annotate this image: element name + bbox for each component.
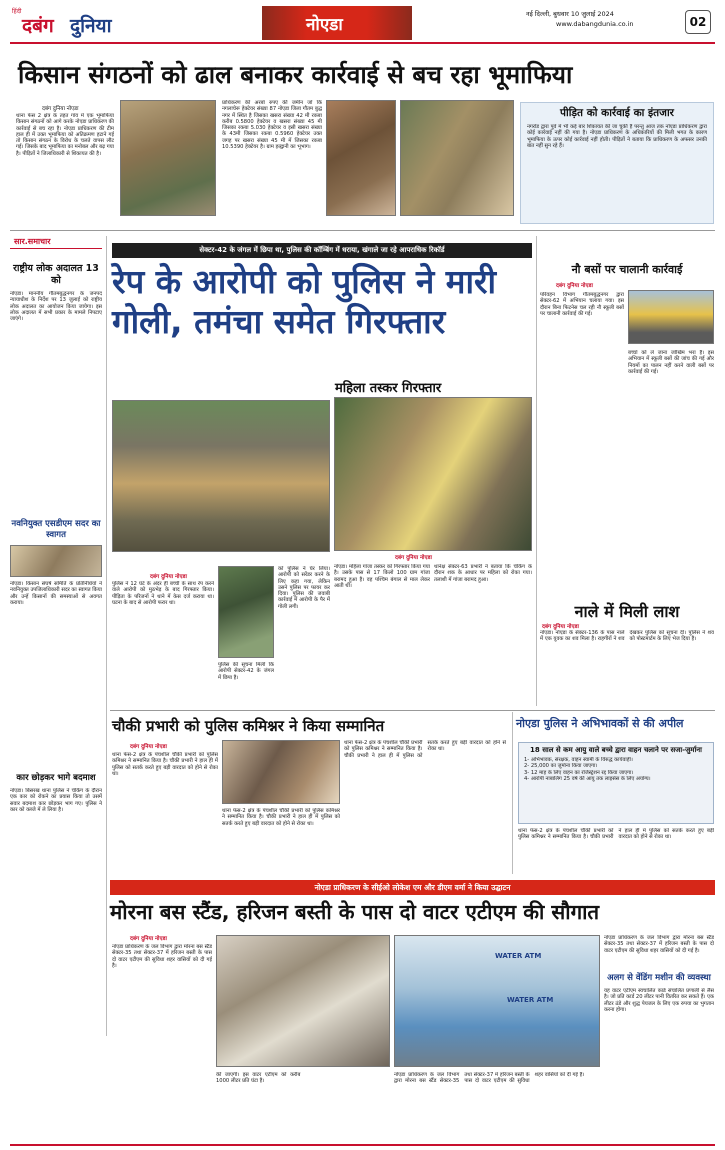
rape-text-1: पुलिस ने 12 घंटे के अंदर ही बच्ची के साथ रेप करने वाले आरोपी को मुठभेड़ के बाद गिरफ्तार किया। पीड़िता के परिजनों ने थाने में केस दर्ज कराया था। घटना के बाद से आरोपी फरार था। (112, 581, 214, 606)
body-headline: नाले में मिली लाश (574, 602, 680, 621)
mora-side-title: अलग से वेंडिंग मशीन की व्यवस्था (607, 973, 711, 983)
sidebar-item-title-3: कार छोड़कर भागे बदमाश (16, 773, 96, 783)
mora-side-text: यह वाटर एटीएम स्वचालित कार्ड संचालित प्रणाली से लैस है। जो प्रति कार्ड 20 लीटर पानी वितरित कर सकते हैं। एक लीटर ठंडे और शुद्ध पेयजल के लिए एक रुपया का भुगतान करना होगा। (604, 988, 714, 1013)
rape-photo-caption: पुलिस की सूचना मिली कि आरोपी सेक्टर-42 के जंगल में छिपा है। (218, 662, 274, 681)
masthead (0, 0, 725, 44)
mora-side (604, 935, 714, 1140)
appeal-point-2: 2- 25,000 का जुर्माना किया जाएगा। (524, 763, 598, 770)
lead-dateline: दबंग दुनिया नोएडा (42, 106, 79, 112)
logo-sub: दुनिया (70, 15, 112, 37)
mora-dateline: दबंग दुनिया नोएडा (130, 936, 167, 942)
smuggler-title: महिला तस्कर गिरफ्तार (335, 381, 442, 396)
appeal-point-4: 4- आरोपी नाबालिग 25 वर्ष की आयु तक लाइसेंस के लिए अयोग्य। (524, 775, 651, 782)
mora-text-bottom: की जाएगी। इस वाटर एटीएम को करीब 1000 लीटर प्रति घंटा है। (216, 1072, 301, 1085)
appeal-box-title: 18 साल से कम आयु वाले बच्चे द्वारा वाहन चलाने पर सजा-जुर्माना (530, 746, 702, 754)
lead-photo-3 (400, 100, 514, 216)
sidebar (10, 236, 102, 1036)
mora-photo-atm (394, 935, 600, 1067)
lead-box-title: पीड़ित को कार्रवाई का इंतजार (560, 107, 674, 119)
rape-dateline: दबंग दुनिया नोएडा (150, 574, 187, 580)
body-text: नोएडा। नोएडा के सेक्टर-136 के पास नाले में एक युवक का शव मिला है। राहगीरों ने शव देखकर पुलिस को सूचना दी। पुलिस ने शव को पोस्टमार्टम के लिए भेज दिया है। (540, 630, 714, 643)
page-number-text: 02 (689, 15, 707, 29)
chowki-text: थाना फेस-2 क्षेत्र के पंचशील चौकी प्रभारी को पुलिस कमिश्नर ने सम्मानित किया है। चौकी प्रभारी ने हाल ही में पुलिस को सतर्क करते हुए बड़ी वारदात को होने से रोका था। (112, 752, 218, 777)
rape-photo-injured (218, 566, 274, 658)
lead-rule (10, 230, 715, 231)
masthead-rule (10, 42, 715, 44)
buses-photo (628, 290, 714, 344)
lead-headline: किसान संगठनों को ढाल बनाकर कार्रवाई से बच रहा भूमाफिया (18, 60, 573, 89)
rape-kicker: सेक्टर-42 के जंगल में छिपा था, पुलिस की कॉम्बिंग में धराया, खंगाले जा रहे आपराधिक रिकॉर्ड (112, 243, 532, 258)
sidebar-item-title-1: राष्ट्रीय लोक अदालत 13 को (13, 263, 99, 286)
buses-dateline: दबंग दुनिया नोएडा (556, 283, 593, 289)
sidebar-photo (10, 545, 102, 577)
lead-photo-1 (120, 100, 216, 216)
smuggler-text-1: नोएडा। महिला गांजा तस्कर को गिरफ्तार किया गया है। उसके पास से 17 किलो 100 ग्राम गांजा बरामद हुआ है। वह पश्चिम बंगाल से माल लेकर आती थी। (334, 564, 430, 589)
atm-label-2: WATER ATM (507, 996, 554, 1004)
appeal-point-1: 1- अभिभावक, संरक्षक, वाहन स्वामी के विरुद्ध कार्यवाही। (524, 757, 633, 763)
appeal-point-3: 3- 12 माह के लिए वाहन का रजिस्ट्रेशन रद्द किया जाएगा। (524, 769, 634, 776)
appeal-text: थाना फेस-2 क्षेत्र के पंचशील चौकी प्रभारी को पुलिस कमिश्नर ने सम्मानित किया है। चौकी प्रभारी ने हाल ही में पुलिस को सतर्क करते हुए बड़ी वारदात को होने से रोका था। (518, 828, 714, 841)
smuggler-dateline: दबंग दुनिया नोएडा (395, 555, 432, 561)
sidebar-item-text-3: नोएडा। बिसरख थाना पुलिस ने चेकिंग के दौरान एक कार को रोकने का प्रयास किया तो उसमें सवार बदमाश कार छोड़कर भाग गए। पुलिस ने कार को कब्जे में ले लिया है। (10, 788, 102, 813)
page-number (685, 10, 711, 34)
center-right-divider (536, 236, 537, 706)
chowki-text-3: थाना फेस-2 क्षेत्र के पंचशील चौकी प्रभारी को पुलिस कमिश्नर ने सम्मानित किया है। चौकी प्रभारी ने हाल ही में पुलिस को सतर्क करते हुए बड़ी वारदात को होने से रोका था। (344, 740, 506, 759)
smuggler-photo (334, 397, 532, 551)
section-title: नोएडा (306, 15, 343, 35)
appeal-headline: नोएडा पुलिस ने अभिभावकों से की अपील (516, 717, 684, 730)
mora-kicker: नोएडा प्राधिकरण के सीईओ लोकेश एम और डीएम वर्मा ने किया उद्घाटन (110, 880, 715, 895)
mora-text: नोएडा प्राधिकरण के जल विभाग द्वारा मोरना बस स्टैंड सेक्टर-35 तथा सेक्टर-37 में हरिजन बस्ती के पास दो वाटर एटीएम की सुविधा शहर वासियों को दी गई है। (112, 944, 212, 969)
sidebar-item-text-1: नोएडा। माननीय गौतमबुद्धनगर के जनपद न्यायाधीश के निर्देश पर 13 जुलाई को राष्ट्रीय लोक अदालत का आयोजन किया जायेगा। इस लोक अदालत में सभी प्रकार के मामले निपटाए जाएंगे। (10, 291, 102, 323)
rape-text-2: को पुलिस ने घेर लिया। आरोपी को सरेंडर करने के लिए कहा गया, लेकिन उसने पुलिस पर फायर कर दिया। पुलिस की जवाबी कार्रवाई में आरोपी के पैर में गोली लगी। (278, 566, 330, 610)
appeal-box (518, 742, 714, 824)
logo-tag: हिंदी (12, 8, 22, 15)
buses-text-2: बच्चों को ले जाना जोखिम भरा है। इस अभियान में स्कूली बसों की जांच की गई और नियमों का पालन नहीं करने वाली बसों पर कार्रवाई की गई। (628, 350, 714, 375)
logo-main: दबंग (22, 15, 54, 37)
mora-headline: मोरना बस स्टैंड, हरिजन बस्ती के पास दो वाटर एटीएम की सौगात (110, 900, 600, 924)
masthead-website: www.dabangdunia.co.in (556, 20, 634, 28)
mid-rule (110, 710, 715, 711)
chowki-divider (512, 712, 513, 874)
lead-col1: थाना फेस 2 क्षेत्र के तहत गांव में एक भूमाफिया किसान संगठनों को आगे करके नोएडा प्राधिकरण की कार्रवाई से बच रहा है। नोएडा प्राधिकरण की टीम हाल ही में उक्त भूमाफिया को अतिक्रमण हटाने गई तो किसान संगठन के विरोध के चलते वापस लौट गई। जिसके बाद भूमाफिया का मनोबल और बढ़ गया है। पीड़ितों ने जिलाधिकारी से शिकायत की है। (16, 113, 114, 157)
logo (12, 6, 142, 40)
page-bottom-rule (10, 1144, 715, 1146)
mora-photo-1 (216, 935, 390, 1067)
lead-col2: प्राधिकरण की अरबों रुपए की जमीन जो कि नगलाचेरू हेक्टेयर संख्या 87 नोएडा जिला गौतम बुद्ध नगर में स्थित है जिसका खसरा संख्या 42 मी रकबा करीब 0.5800 हेक्टेयर व खसरा संख्या 45 मी जिसका रकबा 5.030 हेक्टेयर व इसी खसरा संख्या के 43मी जिसका रकबा 0.5960 हेक्टेयर उक्त जगह पर खसरा संख्या 45 मी में जिसका रकबा 10.5390 हेक्टेयर है। ग्राम हल्द्वानी का भूभाग। (222, 100, 322, 151)
lead-box-text: नगरोड द्वारा पूर्व में भी कई बार शिकायत की जा चुकी है परन्तु आज तक नोएडा प्राधिकरण द्वारा कोई कार्रवाई नहीं की गया है। नोएडा प्राधिकरण के अधिकारियों की मिली भगत के कारण भूमाफिया के ऊपर कोई कार्रवाई नहीं होती। पीड़ितों ने बताया कि प्राधिकरण के अफसर उनकी बात नहीं सुन रहे हैं। (527, 124, 707, 149)
sidebar-item-text-2: नोएडा। किसान संघर्ष समिति के प्रतिनिधियों ने नवनियुक्त उपजिलाधिकारी सदर का स्वागत किया और उन्हें किसानों की समस्याओं से अवगत कराया। (10, 581, 102, 606)
rape-headline: रेप के आरोपी को पुलिस ने मारी गोली, तमंचा समेत गिरफ्तार (112, 262, 497, 341)
mora-side-top: नोएडा प्राधिकरण के जल विभाग द्वारा मोरना बस स्टैंड सेक्टर-35 तथा सेक्टर-37 में हरिजन बस्ती के पास दो वाटर एटीएम की सुविधा शहर वासियों को दी गई है। (604, 935, 714, 954)
rape-photo-police (112, 400, 330, 552)
sidebar-item-title-2: नवनियुक्त एसडीएम सदर का स्वागत (11, 519, 101, 540)
body-dateline: दबंग दुनिया नोएडा (542, 624, 579, 630)
atm-label-1: WATER ATM (495, 952, 542, 960)
chowki-text-2: थाना फेस-2 क्षेत्र के पंचशील चौकी प्रभारी को पुलिस कमिश्नर ने सम्मानित किया है। चौकी प्रभारी ने हाल ही में पुलिस को सतर्क करते हुए बड़ी वारदात को होने से रोका था। (222, 808, 340, 827)
smuggler-text-2: थानेक्ष सेक्टर-63 प्रभारी ने बताया कि चेकिंग के दौरान शक के आधार पर महिला को रोका गया। तलाशी में गांजा बरामद हुआ। (434, 564, 532, 583)
chowki-photo (222, 740, 340, 804)
mora-text-atm: नोएडा प्राधिकरण के जल विभाग द्वारा मोरना बस स्टैंड सेक्टर-35 तथा सेक्टर-37 में हरिजन बस्ती के पास दो वाटर एटीएम की सुविधा शहर वासियों को दी गई है। (394, 1072, 585, 1085)
lead-box (520, 102, 714, 224)
sidebar-divider (106, 236, 107, 1036)
sidebar-label: सार.समाचार (10, 236, 102, 249)
buses-text-1: परिवहन विभाग गौतमबुद्धनगर द्वारा सेक्टर-62 में अभियान चलाया गया। इस दौरान बिना फिटनेस चल रही नौ स्कूली बसों पर चालानी कार्रवाई की गई। (540, 292, 624, 317)
lead-photo-2 (326, 100, 396, 216)
chowki-headline: चौकी प्रभारी को पुलिस कमिश्नर ने किया सम्मानित (112, 717, 385, 735)
section-banner (262, 6, 412, 40)
buses-headline: नौ बसों पर चालानी कार्रवाई (571, 263, 683, 276)
masthead-dateline: नई दिल्ली, बुधवार 10 जुलाई 2024 (526, 10, 614, 18)
chowki-dateline: दबंग दुनिया नोएडा (130, 744, 167, 750)
